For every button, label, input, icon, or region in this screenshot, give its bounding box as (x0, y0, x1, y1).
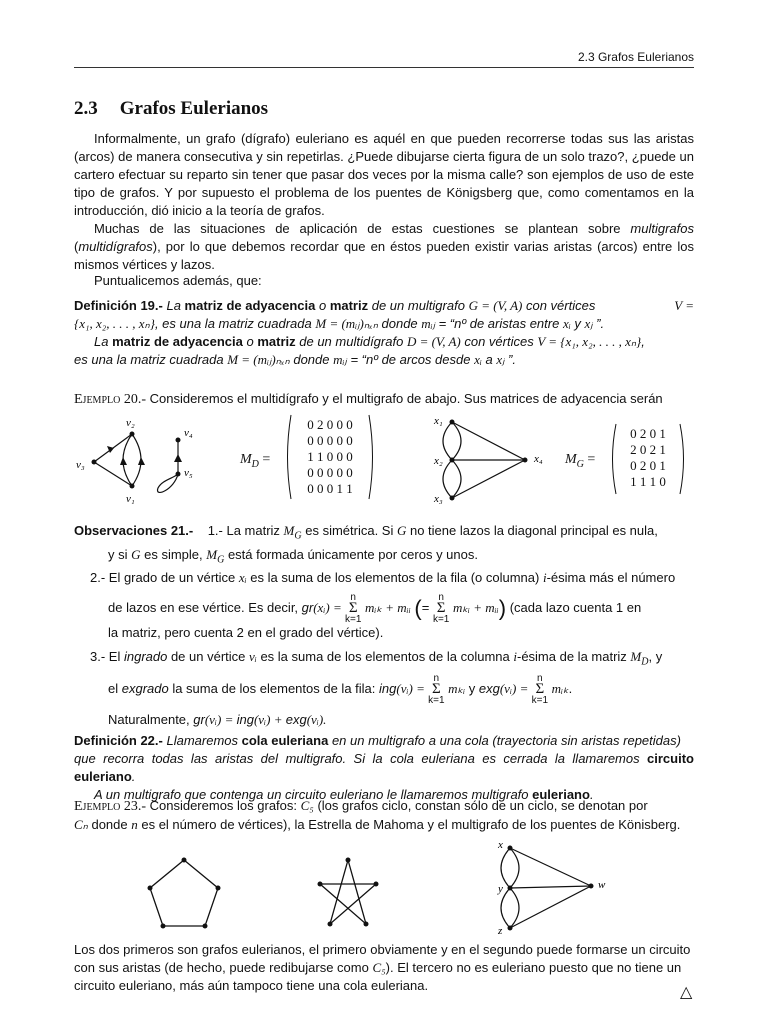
multigraph-label-x2: x₂ (434, 455, 443, 467)
intro-paragraph-2: Muchas de las situaciones de aplicación de estas cuestiones se plantean sobre multigrafos (multidígrafos), por lo que debemos recordar que en éstos pueden existir varias aristas (arcos) entre los mismos vértices y lazos. (74, 221, 694, 272)
md-row: 0 0 0 0 0 (307, 465, 353, 480)
star-figure (306, 850, 396, 930)
konigsberg-label-z: z (498, 925, 503, 936)
digraph-label-v4: v₄ (184, 427, 193, 439)
definition-19: Definición 19.- La matriz de adyacencia o matriz de un multigrafo G = (V, A) con vértices V = {x₁, x₂, . . . , xₙ}, es una la matriz cuadrada M = (mᵢⱼ)ₙₓₙ donde mᵢⱼ = “nº de aristas entre xᵢ y xⱼ ”. La matriz de adyacencia o matriz de un multidígrafo D = (V, A) con vértices V = {x₁, x₂, . . . , xₙ}, es una la matriz cuadrada M = (mᵢⱼ)ₙₓₙ donde mᵢⱼ = “nº de arcos desde xᵢ a xⱼ ”. (74, 298, 694, 367)
header-rule (74, 67, 694, 68)
example-23-conclusion: Los dos primeros son grafos eulerianos, el primero obviamente y en el segundo puede formarse un circuito con sus aristas (de hecho, puede redibujarse como C₅). El tercero no es euleriano puesto que no tiene un circuito euleriano, más aún tampoco tiene una cola euleriana. (74, 942, 691, 993)
multigraph-label-x3: x₃ (434, 493, 443, 504)
section-title (74, 98, 268, 120)
konigsberg-label-y: y (498, 883, 503, 895)
definition-22: Definición 22.- Llamaremos cola euleriana en un multigrafo a una cola (trayectoria sin aristas repetidas) que recorra todas las aristas del multigrafo. Si la cola euleriana es cerrada la llamaremos circuito euleriano. A un multigrafo que contenga un circuito euleriano le llamaremos multigrafo euleriano. (74, 733, 694, 802)
observations-21: Observaciones 21.- 1.- La matriz $M_G$ es simétrica. Si G no tiene lazos la diagonal principal es nula, y si G es simple, $M_G$ está formada únicamente por ceros y unos. (74, 523, 658, 566)
mg-row: 0 2 0 1 (630, 458, 666, 473)
mg-label: $M_G$ = (565, 452, 596, 470)
pentagon-c5-figure (140, 850, 230, 930)
intro-paragraph-1: Informalmente, un grafo (dígrafo) euleriano es aquél en que pueden recorrerse todas sus las aristas (arcos) de manera consecutiva y sin repetirlas. ¿Puede dibujarse cierta figura de un solo trazo?, ¿puede un cartero efectuar su reparto sin tener que pasar dos veces por la misma calle? son ejemplos de uso de este tipo de grafos. Y por supuesto el problema de los puentes de Königsberg que, como comentamos en la introducción, dió inicio a la teoría de grafos. (74, 131, 694, 218)
section-number: 2.3 (74, 98, 98, 119)
section-name: Grafos Eulerianos (119, 98, 269, 119)
md-row: 0 2 0 0 0 (307, 417, 353, 432)
mg-row: 2 0 2 1 (630, 442, 666, 457)
md-label: $M_D$ = (240, 452, 271, 470)
multidigraph-figure (74, 412, 234, 504)
multigraph-label-x4: x₄ (534, 453, 543, 465)
multigraph-figure (430, 410, 560, 504)
observation-item-2: 2.- El grado de un vértice xᵢ es la suma de los elementos de la fila (o columna) i-ésima más el número de lazos en ese vértice. Es decir, gr(xᵢ) = n Σ k=1 mᵢₖ + mᵢᵢ (= n Σ k=1 mₖᵢ + mᵢᵢ) (cada lazo cuenta 1 en la matriz, pero cuenta 2 en el grado del vértice). (90, 570, 676, 640)
mg-matrix (608, 422, 688, 496)
end-of-example-mark: △ (680, 984, 693, 1001)
konigsberg-label-x: x (498, 840, 503, 851)
running-header: 2.3 Grafos Eulerianos (577, 50, 694, 64)
konigsberg-figure (494, 840, 624, 936)
example-20-text: Ejemplo 20.- Consideremos el multidígrafo y el multigrafo de abajo. Sus matrices de adyacencia serán (74, 391, 663, 407)
observation-item-3: 3.- El ingrado de un vértice vᵢ es la suma de los elementos de la columna i-ésima de la matriz $M_D$, y el exgrado la suma de los elementos de la fila: ing(vᵢ) = n Σ k=1 mₖᵢ y exg(vᵢ) = n Σ k=1 mᵢₖ. Naturalmente, gr(vᵢ) = ing(vᵢ) + exg(vᵢ). (90, 649, 663, 727)
intro-paragraph-3: Puntualicemos además, que: (94, 273, 262, 288)
digraph-label-v2: v₂ (126, 417, 135, 429)
md-row: 0 0 0 1 1 (307, 481, 353, 496)
digraph-label-v5: v₅ (184, 467, 193, 479)
example-23-text: Ejemplo 23.- Consideremos los grafos: C₅ (los grafos ciclo, constan sólo de un ciclo, se denotan por Cₙ donde n es el número de vértices), la Estrella de Mahoma y el multigrafo de los puentes de Könisberg. (74, 798, 681, 832)
digraph-label-v1: v₁ (126, 493, 135, 504)
digraph-label-v3: v₃ (76, 459, 85, 471)
md-row: 0 0 0 0 0 (307, 433, 353, 448)
konigsberg-label-w: w (598, 879, 606, 891)
md-matrix (283, 413, 377, 501)
mg-row: 0 2 0 1 (630, 426, 666, 441)
mg-row: 1 1 1 0 (630, 474, 666, 489)
multigraph-label-x1: x₁ (434, 415, 443, 427)
md-row: 1 1 0 0 0 (307, 449, 353, 464)
